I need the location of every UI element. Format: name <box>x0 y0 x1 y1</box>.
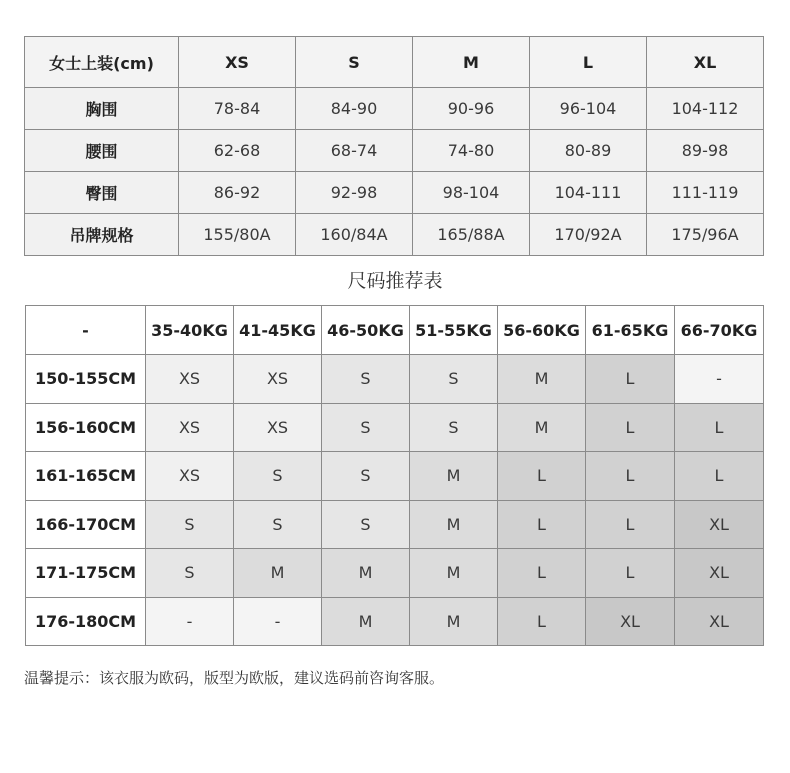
recommend-header-weight: 61-65KG <box>586 306 675 355</box>
recommend-cell: M <box>410 549 498 598</box>
recommend-cell: L <box>498 452 586 501</box>
size-chart-cell: 84-90 <box>296 88 413 130</box>
recommend-cell: S <box>234 452 322 501</box>
recommend-cell: M <box>322 549 410 598</box>
size-chart-header-category: 女士上装(cm) <box>25 37 179 88</box>
size-chart-cell: 78-84 <box>179 88 296 130</box>
recommend-cell: L <box>498 597 586 646</box>
recommend-row-height-label: 156-160CM <box>26 403 146 452</box>
recommend-header-weight: 51-55KG <box>410 306 498 355</box>
recommend-cell: M <box>498 355 586 404</box>
recommend-cell: S <box>146 500 234 549</box>
recommend-header-row <box>26 306 764 355</box>
size-chart-cell: 90-96 <box>413 88 530 130</box>
size-chart-cell: 89-98 <box>647 130 764 172</box>
size-chart-row <box>25 130 764 172</box>
recommend-cell: M <box>498 403 586 452</box>
recommend-row-height-label: 150-155CM <box>26 355 146 404</box>
size-chart-header-s: S <box>296 37 413 88</box>
recommend-cell: XL <box>675 597 764 646</box>
recommend-cell: XS <box>234 355 322 404</box>
recommend-cell: M <box>234 549 322 598</box>
recommend-cell: XL <box>675 549 764 598</box>
recommend-cell: XS <box>146 452 234 501</box>
recommend-cell: M <box>410 597 498 646</box>
recommend-row <box>26 597 764 646</box>
recommend-cell: S <box>410 403 498 452</box>
recommend-cell: S <box>146 549 234 598</box>
recommend-cell: S <box>322 355 410 404</box>
size-chart-cell: 74-80 <box>413 130 530 172</box>
recommend-row-height-label: 176-180CM <box>26 597 146 646</box>
size-chart-cell: 104-111 <box>530 172 647 214</box>
recommend-cell: S <box>322 452 410 501</box>
recommend-cell: L <box>498 500 586 549</box>
recommend-cell: L <box>498 549 586 598</box>
recommend-row-height-label: 166-170CM <box>26 500 146 549</box>
recommend-cell: XS <box>234 403 322 452</box>
recommend-cell: XL <box>675 500 764 549</box>
recommend-cell: - <box>234 597 322 646</box>
recommend-cell: M <box>322 597 410 646</box>
recommend-header-weight: 41-45KG <box>234 306 322 355</box>
recommend-row <box>26 452 764 501</box>
size-chart-cell: 92-98 <box>296 172 413 214</box>
size-chart-cell: 160/84A <box>296 214 413 256</box>
recommend-table-title: 尺码推荐表 <box>347 270 443 292</box>
recommend-cell: - <box>675 355 764 404</box>
recommend-row-height-label: 171-175CM <box>26 549 146 598</box>
recommend-cell: L <box>586 549 675 598</box>
size-chart-header-xl: XL <box>647 37 764 88</box>
recommend-cell: L <box>586 452 675 501</box>
recommend-cell: L <box>675 403 764 452</box>
size-chart-cell: 175/96A <box>647 214 764 256</box>
recommend-row <box>26 403 764 452</box>
size-chart-header-xs: XS <box>179 37 296 88</box>
size-chart-cell: 62-68 <box>179 130 296 172</box>
recommend-row <box>26 355 764 404</box>
recommend-cell: M <box>410 452 498 501</box>
size-chart-cell: 170/92A <box>530 214 647 256</box>
recommend-header-weight: 46-50KG <box>322 306 410 355</box>
recommend-cell: S <box>322 500 410 549</box>
size-chart-header-l: L <box>530 37 647 88</box>
size-chart-row-label: 腰围 <box>25 130 179 172</box>
size-chart-row <box>25 88 764 130</box>
recommend-header-corner: - <box>26 306 146 355</box>
size-chart-cell: 96-104 <box>530 88 647 130</box>
recommend-cell: XS <box>146 355 234 404</box>
size-chart-row-label: 吊牌规格 <box>25 214 179 256</box>
size-chart-row-label: 胸围 <box>25 88 179 130</box>
recommend-row <box>26 549 764 598</box>
size-chart-cell: 104-112 <box>647 88 764 130</box>
size-chart-cell: 80-89 <box>530 130 647 172</box>
size-chart-row <box>25 172 764 214</box>
recommend-cell: XS <box>146 403 234 452</box>
size-chart-header-row <box>25 37 764 88</box>
size-chart-cell: 111-119 <box>647 172 764 214</box>
recommend-cell: S <box>234 500 322 549</box>
size-chart-row <box>25 214 764 256</box>
recommend-cell: S <box>410 355 498 404</box>
recommend-header-weight: 66-70KG <box>675 306 764 355</box>
size-chart-table <box>24 36 764 256</box>
size-chart-cell: 86-92 <box>179 172 296 214</box>
size-chart-cell: 165/88A <box>413 214 530 256</box>
size-chart-row-label: 臀围 <box>25 172 179 214</box>
recommend-cell: L <box>675 452 764 501</box>
size-chart-cell: 98-104 <box>413 172 530 214</box>
recommend-cell: M <box>410 500 498 549</box>
recommend-cell: XL <box>586 597 675 646</box>
size-chart-cell: 68-74 <box>296 130 413 172</box>
recommend-cell: L <box>586 500 675 549</box>
size-recommend-table <box>25 305 764 646</box>
size-chart-cell: 155/80A <box>179 214 296 256</box>
recommend-row <box>26 500 764 549</box>
recommend-row-height-label: 161-165CM <box>26 452 146 501</box>
tip-text: 温馨提示：该衣服为欧码，版型为欧版，建议选码前咨询客服。 <box>24 669 445 687</box>
size-chart-header-m: M <box>413 37 530 88</box>
recommend-cell: - <box>146 597 234 646</box>
recommend-cell: L <box>586 355 675 404</box>
recommend-cell: S <box>322 403 410 452</box>
recommend-cell: L <box>586 403 675 452</box>
recommend-header-weight: 35-40KG <box>146 306 234 355</box>
recommend-header-weight: 56-60KG <box>498 306 586 355</box>
